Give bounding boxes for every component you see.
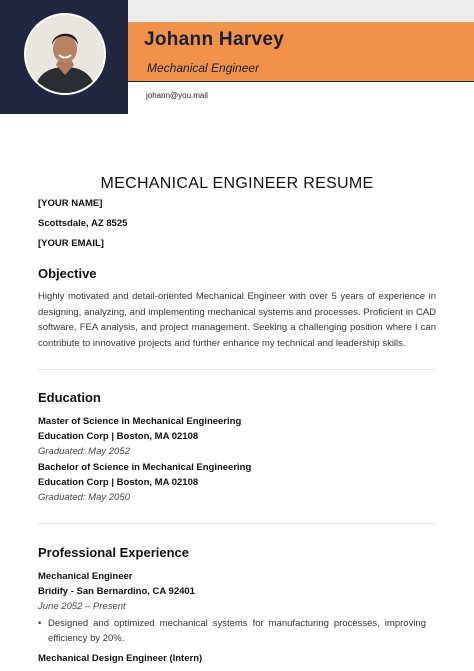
education-heading: Education <box>38 390 101 405</box>
header-name: Johann Harvey <box>144 29 285 50</box>
header-top-strip <box>128 0 474 22</box>
objective-text: Highly motivated and detail-oriented Mechanical Engineer with over 5 years of experience in designing, analyzing, and implementing mechanical systems and processes. Proficient in CAD software, FEA analysis, and project management. Seeking a challenging position where I can contribute to innovative projects and further enhance my technical and leadership skills. <box>38 291 436 349</box>
resume-title: MECHANICAL ENGINEER RESUME <box>100 175 374 192</box>
job-bullet-text: Designed and optimized mechanical systems for manufacturing processes, improving efficiency by 20%. <box>48 618 426 644</box>
job-bullet <box>38 616 426 646</box>
contact-email: [YOUR EMAIL] <box>38 238 104 249</box>
job-date: June 2052 – Present <box>38 601 126 612</box>
contact-location: Scottsdale, AZ 8525 <box>38 218 128 229</box>
education-degree: Master of Science in Mechanical Engineering <box>38 416 242 427</box>
education-date: Graduated: May 2052 <box>38 446 130 457</box>
job-title: Mechanical Design Engineer (Intern) <box>38 653 203 664</box>
avatar <box>24 13 106 95</box>
objective-heading: Objective <box>38 266 97 281</box>
bullet-dot-icon: • <box>38 618 42 629</box>
header-role: Mechanical Engineer <box>147 61 260 75</box>
education-school: Education Corp | Boston, MA 02108 <box>38 431 199 442</box>
section-divider <box>38 523 436 524</box>
education-school: Education Corp | Boston, MA 02108 <box>38 477 199 488</box>
header-email: johann@you.mail <box>146 91 208 100</box>
header-banner <box>0 0 474 114</box>
profile-photo <box>26 15 104 93</box>
job-company: Bridify - San Bernardino, CA 92401 <box>38 586 195 597</box>
education-degree: Bachelor of Science in Mechanical Engineering <box>38 462 252 473</box>
experience-heading: Professional Experience <box>38 545 190 560</box>
section-divider <box>38 369 436 370</box>
education-date: Graduated: May 2050 <box>38 492 130 503</box>
job-title: Mechanical Engineer <box>38 571 133 582</box>
contact-name: [YOUR NAME] <box>38 198 103 209</box>
